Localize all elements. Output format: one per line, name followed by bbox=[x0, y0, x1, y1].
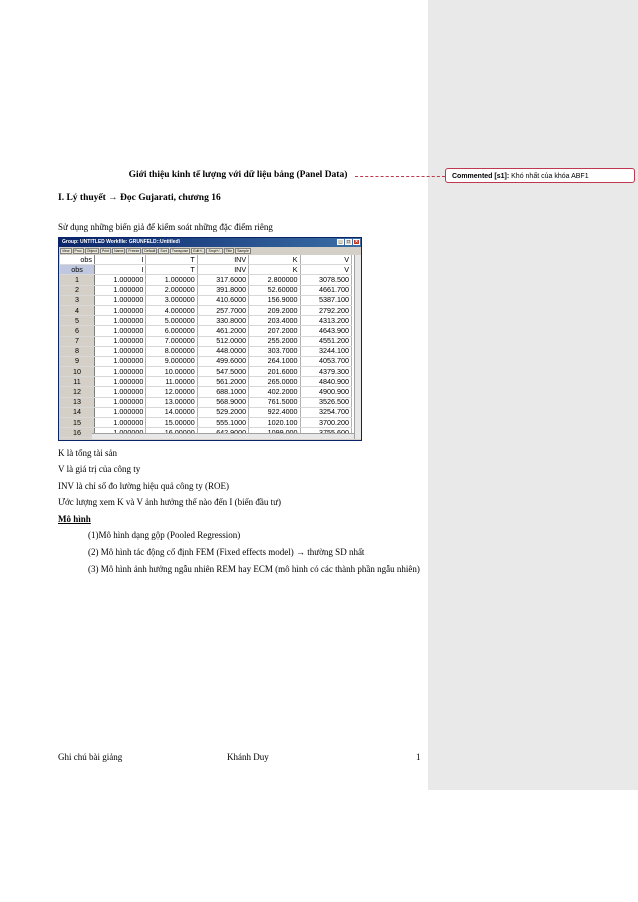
model-item-2: (2) Mô hình tác động cố định FEM (Fixed effects model) → thường SD nhất bbox=[88, 547, 365, 557]
table-row bbox=[60, 305, 352, 315]
table-row bbox=[60, 295, 352, 305]
table-cell[interactable]: 761.5000 bbox=[249, 397, 300, 407]
table-cell[interactable]: 1.000000 bbox=[95, 418, 146, 428]
table-cell[interactable]: 1.000000 bbox=[95, 367, 146, 377]
table-cell[interactable]: 4.000000 bbox=[146, 305, 197, 315]
table-cell[interactable]: 265.0000 bbox=[249, 377, 300, 387]
table-cell[interactable]: V bbox=[300, 265, 351, 275]
table-cell[interactable]: 257.7000 bbox=[197, 305, 248, 315]
table-cell[interactable]: 12.00000 bbox=[146, 387, 197, 397]
table-cell[interactable]: INV bbox=[197, 255, 248, 265]
table-cell[interactable]: 391.8000 bbox=[197, 285, 248, 295]
table-cell[interactable]: 4900.900 bbox=[300, 387, 351, 397]
table-cell[interactable]: INV bbox=[197, 265, 248, 275]
document-title: Giới thiệu kinh tế lượng với dữ liệu bảng (Panel Data) bbox=[128, 170, 348, 180]
table-cell[interactable]: 922.4000 bbox=[249, 407, 300, 417]
comment-balloon[interactable] bbox=[445, 168, 635, 183]
row-header-cell[interactable]: 10 bbox=[60, 367, 95, 377]
toolbar-button[interactable]: Name bbox=[114, 249, 124, 253]
table-cell[interactable]: 1020.100 bbox=[249, 418, 300, 428]
table-cell[interactable]: 1.000000 bbox=[95, 407, 146, 417]
table-cell[interactable]: 3526.500 bbox=[300, 397, 351, 407]
table-cell[interactable]: 1.000000 bbox=[95, 397, 146, 407]
table-cell[interactable]: 5.000000 bbox=[146, 316, 197, 326]
comment-margin-pane bbox=[428, 0, 638, 790]
table-cell[interactable]: 4840.900 bbox=[300, 377, 351, 387]
table-cell[interactable]: 568.9000 bbox=[197, 397, 248, 407]
table-row bbox=[60, 336, 352, 346]
window-titlebar[interactable] bbox=[59, 238, 361, 247]
table-row bbox=[60, 275, 352, 285]
table-cell[interactable]: 461.2000 bbox=[197, 326, 248, 336]
minimize-icon[interactable]: _ bbox=[337, 239, 344, 245]
table-cell[interactable]: 529.2000 bbox=[197, 407, 248, 417]
close-icon[interactable]: × bbox=[353, 239, 360, 245]
row-header-cell[interactable]: 6 bbox=[60, 326, 95, 336]
table-cell[interactable]: 402.2000 bbox=[249, 387, 300, 397]
table-cell[interactable]: 207.2000 bbox=[249, 326, 300, 336]
table-cell[interactable]: 255.2000 bbox=[249, 336, 300, 346]
toolbar-button[interactable]: Sort bbox=[160, 249, 167, 253]
table-cell[interactable]: 2792.200 bbox=[300, 305, 351, 315]
table-cell[interactable]: 1.000000 bbox=[95, 377, 146, 387]
table-row bbox=[60, 397, 352, 407]
table-cell[interactable]: V bbox=[300, 255, 351, 265]
row-header-cell[interactable]: 15 bbox=[60, 418, 95, 428]
toolbar-button[interactable]: Title bbox=[225, 249, 233, 253]
page-number: 1 bbox=[416, 752, 421, 762]
table-cell[interactable]: 1.000000 bbox=[95, 295, 146, 305]
table-cell[interactable]: 4661.700 bbox=[300, 285, 351, 295]
row-header-cell[interactable]: 7 bbox=[60, 336, 95, 346]
table-cell[interactable]: 1.000000 bbox=[95, 356, 146, 366]
table-row bbox=[60, 377, 352, 387]
table-cell[interactable]: 547.5000 bbox=[197, 367, 248, 377]
comment-text: Khó nhất của khóa ABF1 bbox=[511, 173, 589, 180]
table-cell[interactable]: 7.000000 bbox=[146, 336, 197, 346]
table-row bbox=[60, 387, 352, 397]
table-row bbox=[60, 285, 352, 295]
horizontal-scrollbar[interactable] bbox=[92, 433, 354, 439]
table-cell[interactable]: 209.2000 bbox=[249, 305, 300, 315]
table-cell[interactable]: 156.9000 bbox=[249, 295, 300, 305]
row-header-cell[interactable]: 5 bbox=[60, 316, 95, 326]
model-item-1: (1)Mô hình dạng gộp (Pooled Regression) bbox=[88, 530, 241, 540]
table-cell[interactable]: 1.000000 bbox=[95, 346, 146, 356]
row-header-cell[interactable]: 9 bbox=[60, 356, 95, 366]
table-cell[interactable]: I bbox=[95, 265, 146, 275]
table-cell[interactable]: 2.000000 bbox=[146, 285, 197, 295]
toolbar-button[interactable]: Smpl+/- bbox=[208, 249, 221, 253]
table-row bbox=[60, 418, 352, 428]
column-subheader-row bbox=[60, 265, 352, 275]
table-cell[interactable]: 1.000000 bbox=[95, 336, 146, 346]
table-cell[interactable]: 330.8000 bbox=[197, 316, 248, 326]
toolbar-button[interactable]: Print bbox=[101, 249, 110, 253]
row-header-cell[interactable]: obs bbox=[60, 255, 95, 265]
table-cell[interactable]: 303.7000 bbox=[249, 346, 300, 356]
vertical-scrollbar[interactable] bbox=[354, 255, 361, 439]
table-cell[interactable]: 499.6000 bbox=[197, 356, 248, 366]
row-header-cell[interactable]: 1 bbox=[60, 275, 95, 285]
toolbar-button[interactable]: Transpose bbox=[171, 249, 189, 253]
table-cell[interactable]: 1.000000 bbox=[95, 275, 146, 285]
footer-author: Khánh Duy bbox=[227, 752, 269, 762]
toolbar-button[interactable]: Object bbox=[86, 249, 97, 253]
note-k: K là tổng tài sản bbox=[58, 448, 117, 458]
footer-left: Ghi chú bài giảng bbox=[58, 752, 123, 762]
table-cell[interactable]: 10.00000 bbox=[146, 367, 197, 377]
table-cell[interactable]: 11.00000 bbox=[146, 377, 197, 387]
table-cell[interactable]: 4643.900 bbox=[300, 326, 351, 336]
table-cell[interactable]: K bbox=[249, 255, 300, 265]
comment-label: Commented [s1]: bbox=[452, 173, 510, 180]
table-cell[interactable]: 4551.200 bbox=[300, 336, 351, 346]
row-header-cell[interactable]: 3 bbox=[60, 295, 95, 305]
table-cell[interactable]: 264.1000 bbox=[249, 356, 300, 366]
table-cell[interactable]: 1.000000 bbox=[95, 316, 146, 326]
table-cell[interactable]: 4379.300 bbox=[300, 367, 351, 377]
table-row bbox=[60, 316, 352, 326]
table-row bbox=[60, 407, 352, 417]
table-cell[interactable]: 5387.100 bbox=[300, 295, 351, 305]
column-header-row bbox=[60, 255, 352, 265]
table-cell[interactable]: 410.6000 bbox=[197, 295, 248, 305]
row-header-cell[interactable]: obs bbox=[60, 265, 95, 275]
table-cell[interactable]: 9.000000 bbox=[146, 356, 197, 366]
toolbar-button[interactable]: Proc bbox=[74, 249, 82, 253]
table-cell[interactable]: 1.000000 bbox=[95, 285, 146, 295]
maximize-icon[interactable]: □ bbox=[346, 239, 351, 245]
table-cell[interactable]: K bbox=[249, 265, 300, 275]
table-cell[interactable]: 1.000000 bbox=[146, 275, 197, 285]
table-cell[interactable]: 13.00000 bbox=[146, 397, 197, 407]
model-section-heading: Mô hình bbox=[58, 514, 91, 524]
table-row bbox=[60, 346, 352, 356]
table-cell[interactable]: I bbox=[95, 255, 146, 265]
note-estimate: Ước lượng xem K và V ảnh hưởng thế nào đến I (biến đầu tư) bbox=[58, 497, 282, 507]
table-cell[interactable]: 3700.200 bbox=[300, 418, 351, 428]
row-header-cell[interactable]: 16 bbox=[60, 428, 95, 438]
section-heading: I. Lý thuyết → Đọc Gujarati, chương 16 bbox=[58, 193, 221, 203]
note-v: V là giá trị của công ty bbox=[58, 464, 141, 474]
table-cell[interactable]: 52.60000 bbox=[249, 285, 300, 295]
table-cell[interactable]: 201.6000 bbox=[249, 367, 300, 377]
table-cell[interactable]: 448.0000 bbox=[197, 346, 248, 356]
table-cell[interactable]: 688.1000 bbox=[197, 387, 248, 397]
table-cell[interactable]: 512.0000 bbox=[197, 336, 248, 346]
spreadsheet-grid[interactable] bbox=[60, 255, 360, 439]
toolbar-button[interactable]: Sample bbox=[237, 249, 249, 253]
row-header-cell[interactable]: 2 bbox=[60, 285, 95, 295]
table-cell[interactable]: T bbox=[146, 265, 197, 275]
table-row bbox=[60, 367, 352, 377]
table-cell[interactable]: 555.1000 bbox=[197, 418, 248, 428]
table-cell[interactable]: 3254.700 bbox=[300, 407, 351, 417]
table-cell[interactable]: 3.000000 bbox=[146, 295, 197, 305]
table-cell[interactable]: 4313.200 bbox=[300, 316, 351, 326]
table-cell[interactable]: 561.2000 bbox=[197, 377, 248, 387]
toolbar-button[interactable]: Default bbox=[144, 249, 156, 253]
intro-paragraph: Sử dụng những biến giả để kiểm soát những đặc điểm riêng bbox=[58, 222, 273, 232]
row-header-cell[interactable]: 11 bbox=[60, 377, 95, 387]
window-title: Group: UNTITLED Workfile: GRUNFELD::Untitled\ bbox=[62, 239, 180, 245]
toolbar-button[interactable]: View bbox=[62, 249, 70, 253]
eviews-group-window[interactable] bbox=[58, 237, 362, 441]
row-header-cell[interactable]: 12 bbox=[60, 387, 95, 397]
note-inv: INV là chỉ số đo lường hiệu quả công ty (ROE) bbox=[58, 481, 229, 491]
row-header-cell[interactable]: 13 bbox=[60, 397, 95, 407]
table-cell[interactable]: 14.00000 bbox=[146, 407, 197, 417]
window-toolbar bbox=[59, 247, 361, 254]
table-cell[interactable]: 8.000000 bbox=[146, 346, 197, 356]
row-header-cell[interactable]: 8 bbox=[60, 346, 95, 356]
table-cell[interactable]: 4053.700 bbox=[300, 356, 351, 366]
table-cell[interactable]: 3244.100 bbox=[300, 346, 351, 356]
table-row bbox=[60, 326, 352, 336]
table-cell[interactable]: 203.4000 bbox=[249, 316, 300, 326]
data-table bbox=[60, 255, 352, 439]
table-cell[interactable]: 6.000000 bbox=[146, 326, 197, 336]
table-row bbox=[60, 356, 352, 366]
table-cell[interactable]: 317.6000 bbox=[197, 275, 248, 285]
table-cell[interactable]: 1.000000 bbox=[95, 326, 146, 336]
table-cell[interactable]: 1.000000 bbox=[95, 305, 146, 315]
model-item-3: (3) Mô hình ảnh hưởng ngẫu nhiên REM hay ECM (mô hình có các thành phần ngẫu nhiên) bbox=[88, 564, 420, 574]
table-cell[interactable]: 15.00000 bbox=[146, 418, 197, 428]
row-header-cell[interactable]: 14 bbox=[60, 407, 95, 417]
table-cell[interactable]: T bbox=[146, 255, 197, 265]
table-cell[interactable]: 3078.500 bbox=[300, 275, 351, 285]
row-header-cell[interactable]: 4 bbox=[60, 305, 95, 315]
toolbar-button[interactable]: Freeze bbox=[128, 249, 140, 253]
table-cell[interactable]: 1.000000 bbox=[95, 387, 146, 397]
row-header-cell[interactable] bbox=[60, 438, 95, 439]
toolbar-button[interactable]: Edit+/- bbox=[193, 249, 204, 253]
table-cell[interactable]: 2.800000 bbox=[249, 275, 300, 285]
